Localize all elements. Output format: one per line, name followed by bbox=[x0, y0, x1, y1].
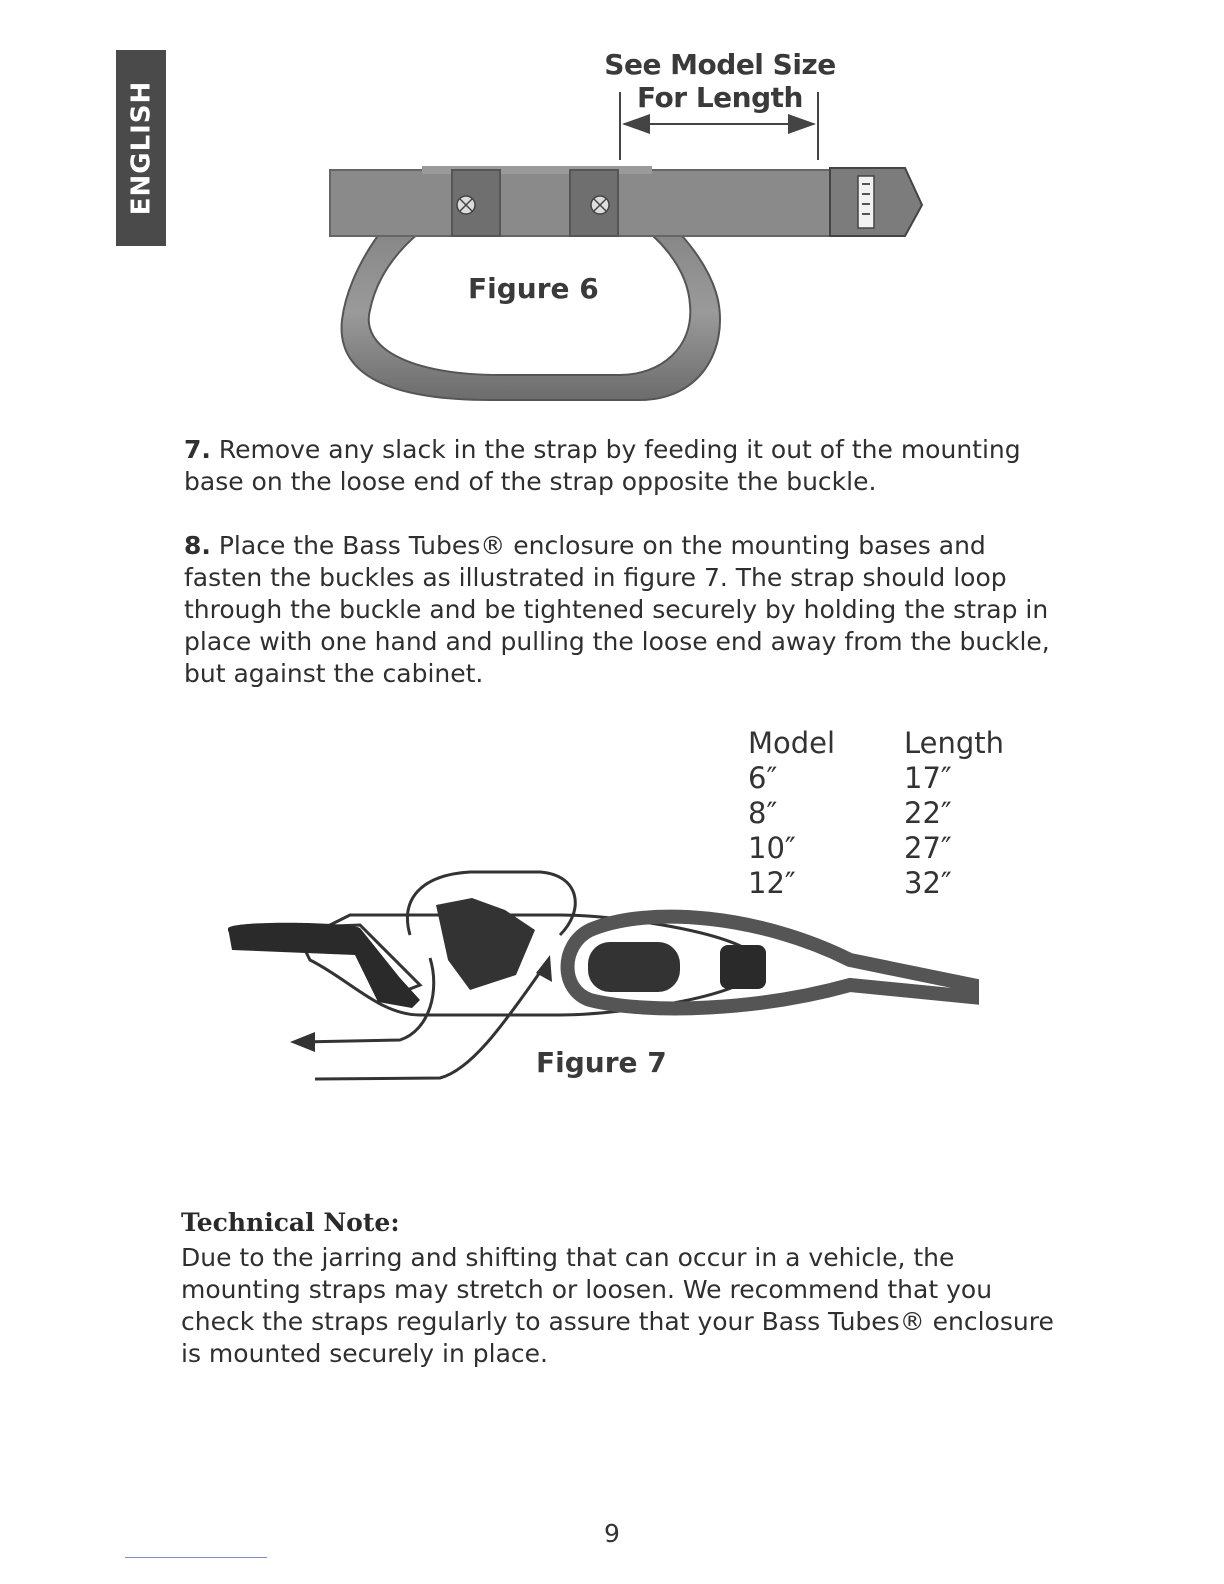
figure-6-label: Figure 6 bbox=[468, 272, 599, 305]
step-7 bbox=[184, 434, 1064, 498]
length-cell: 32″ bbox=[904, 866, 952, 900]
model-cell: 6″ bbox=[748, 761, 778, 795]
table-row bbox=[748, 831, 1004, 866]
length-cell: 22″ bbox=[904, 796, 952, 830]
step-7-number: 7. bbox=[184, 435, 211, 464]
callout-line-1: See Model Size bbox=[604, 48, 836, 81]
table-row bbox=[748, 796, 1004, 831]
step-7-text: Remove any slack in the strap by feeding it out of the mounting base on the loose end of the strap opposite the buckle. bbox=[184, 435, 1021, 496]
length-cell: 27″ bbox=[904, 831, 952, 865]
step-8-text: Place the Bass Tubes® enclosure on the mounting bases and fasten the buckles as illustrated in figure 7. The strap should loop through the buckle and be tightened securely by holding the strap in place with one hand and pulling the loose end away from the buckle, but against the cabinet. bbox=[184, 531, 1050, 688]
length-cell: 17″ bbox=[904, 761, 952, 795]
model-cell: 10″ bbox=[748, 831, 796, 865]
header-length: Length bbox=[904, 726, 1005, 760]
model-cell: 8″ bbox=[748, 796, 778, 830]
table-header-row bbox=[748, 726, 1004, 761]
step-8 bbox=[184, 530, 1064, 690]
language-tab-label: ENGLISH bbox=[126, 80, 156, 216]
figure-7-label: Figure 7 bbox=[536, 1046, 667, 1079]
scan-mark bbox=[125, 1557, 267, 1558]
strap-buckle bbox=[830, 168, 922, 236]
table-row bbox=[748, 866, 1004, 901]
model-length-table bbox=[748, 726, 1004, 901]
table-row bbox=[748, 761, 1004, 796]
model-cell: 12″ bbox=[748, 866, 796, 900]
technical-note-body: Due to the jarring and shifting that can occur in a vehicle, the mounting straps may stretch or loosen. We recommend that you check the straps regularly to assure that your Bass Tubes® enclosure is mounted securely in place. bbox=[181, 1243, 1054, 1368]
technical-note-title: Technical Note: bbox=[181, 1208, 400, 1237]
callout-line-2: For Length bbox=[637, 81, 803, 114]
step-8-number: 8. bbox=[184, 531, 211, 560]
speaker-port bbox=[588, 942, 680, 992]
header-model: Model bbox=[748, 726, 836, 760]
page-number: 9 bbox=[604, 1519, 620, 1548]
figure-6-callout bbox=[560, 48, 880, 114]
